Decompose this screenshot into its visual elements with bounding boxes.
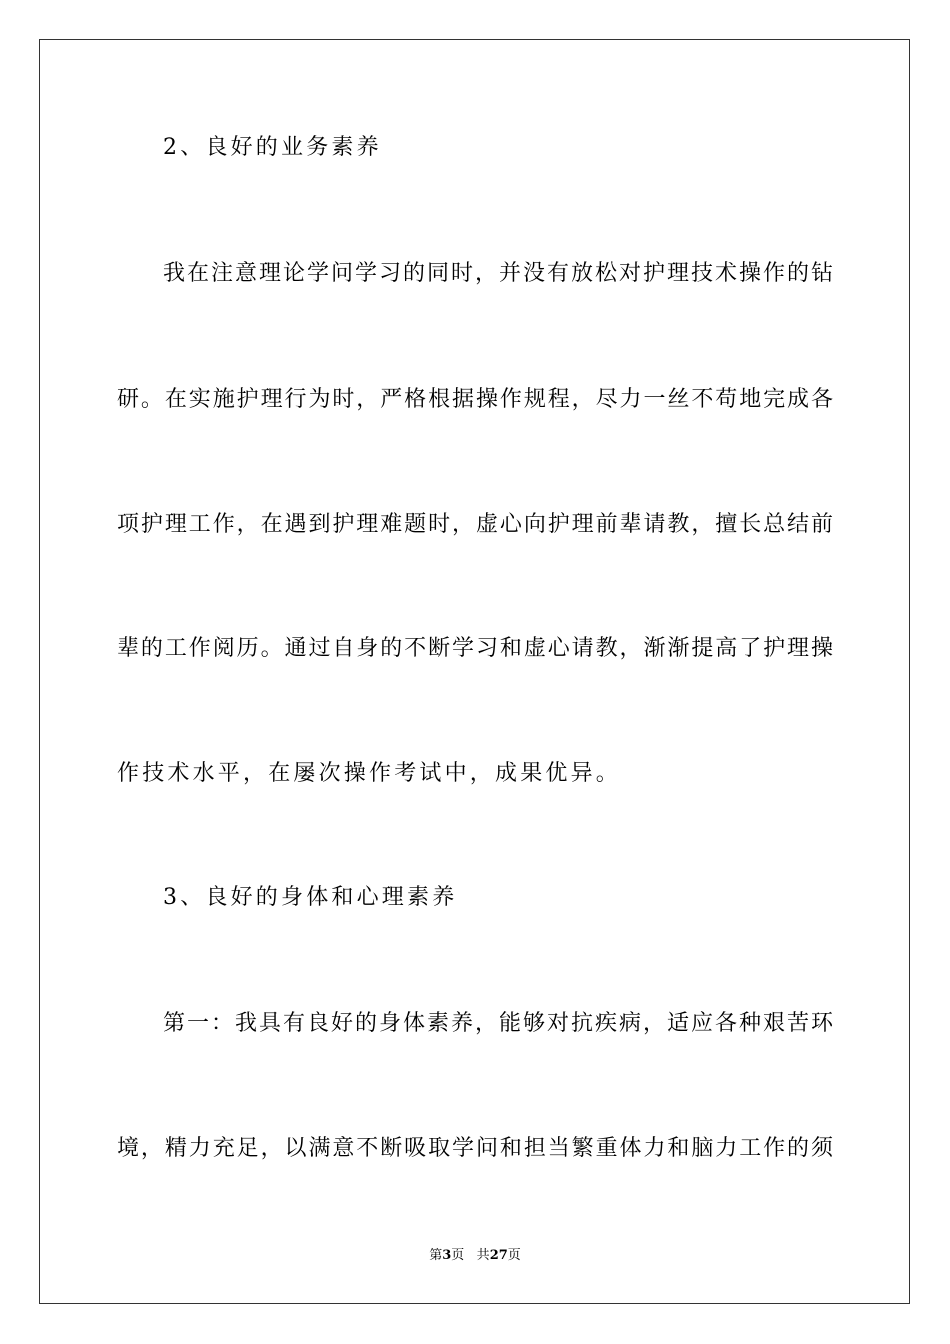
paragraph-line: 项护理工作，在遇到护理难题时，虚心向护理前辈请教，擅长总结前 [117, 512, 833, 537]
page-suffix: 页 [451, 1248, 465, 1263]
page-number: 3 [442, 1248, 452, 1263]
section-heading-3: 3、良好的身体和心理素养 [163, 885, 458, 910]
page-border [39, 39, 910, 1304]
total-suffix: 页 [507, 1248, 521, 1263]
page-prefix: 第 [429, 1248, 443, 1263]
paragraph-line: 研。在实施护理行为时，严格根据操作规程，尽力一丝不苟地完成各 [117, 387, 833, 412]
total-prefix: 共 [476, 1248, 490, 1263]
paragraph-line: 第一：我具有良好的身体素养，能够对抗疾病，适应各种艰苦环 [163, 1011, 833, 1036]
section-heading-2: 2、良好的业务素养 [163, 135, 382, 160]
paragraph-line: 境，精力充足，以满意不断吸取学问和担当繁重体力和脑力工作的须 [117, 1136, 833, 1161]
paragraph-line: 我在注意理论学问学习的同时，并没有放松对护理技术操作的钻 [163, 261, 833, 286]
page-footer [0, 1247, 950, 1265]
paragraph-line: 作技术水平，在屡次操作考试中，成果优异。 [117, 761, 622, 786]
total-pages: 27 [489, 1248, 508, 1263]
paragraph-line: 辈的工作阅历。通过自身的不断学习和虚心请教，渐渐提高了护理操 [117, 636, 833, 661]
